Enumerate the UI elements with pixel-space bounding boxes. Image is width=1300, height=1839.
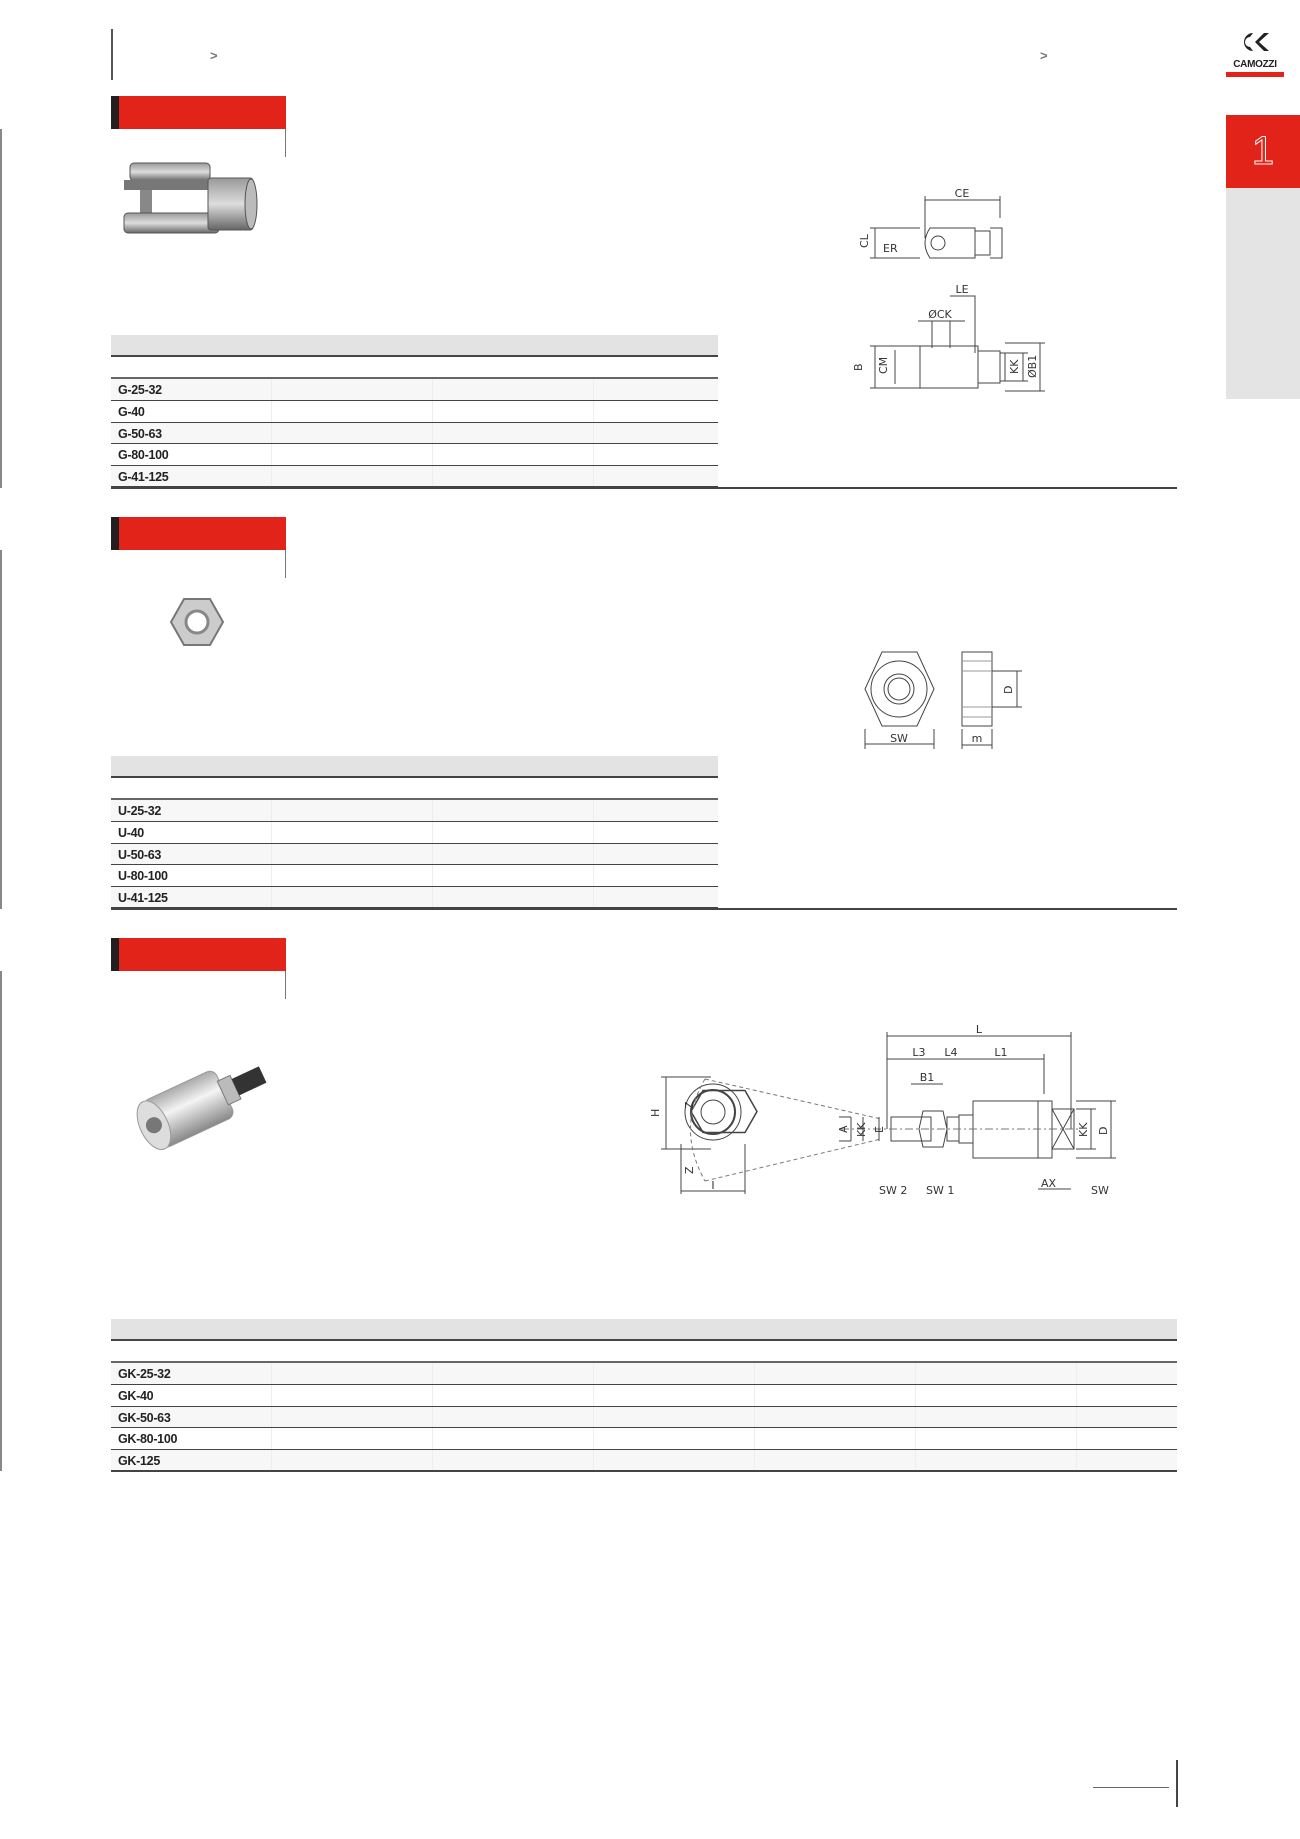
chapter-tab[interactable]: 1: [1226, 115, 1300, 188]
dim-label-ce: CE: [954, 187, 970, 200]
table-row: G-50-63: [111, 423, 718, 445]
dim-label-b1: B1: [919, 1071, 935, 1084]
self-aligning-rod-end-drawing: [651, 1009, 1121, 1204]
section-header-bar: [111, 96, 286, 129]
table-row: U-50-63: [111, 844, 718, 866]
dim-label-le: LE: [955, 283, 969, 296]
nut-drawing: [862, 649, 1032, 759]
section-left-rule: [0, 550, 2, 909]
table-row: GK-40: [111, 1385, 1177, 1407]
table-row: G-41-125: [111, 466, 718, 488]
table-header: [111, 756, 718, 778]
table-row: GK-80-100: [111, 1428, 1177, 1450]
dim-label-z-lower: Z: [683, 1166, 696, 1174]
table-row: U-25-32: [111, 800, 718, 822]
section-header-bar: [111, 938, 286, 971]
dim-label-ck: ØCK: [928, 308, 952, 321]
dim-label-sw: SW: [890, 732, 908, 745]
dim-label-d: D: [1002, 685, 1015, 694]
table-subheader: [111, 778, 718, 800]
dim-label-i: I: [711, 1179, 715, 1192]
dim-label-m: m: [971, 732, 983, 745]
dim-label-l1: L1: [994, 1046, 1008, 1059]
camozzi-logo: [1226, 30, 1284, 77]
dim-label-kk: KK: [855, 1122, 868, 1137]
footer-divider: [1176, 1760, 1178, 1807]
table-row: U-41-125: [111, 887, 718, 909]
breadcrumb-separator: >: [1040, 48, 1048, 63]
section-header-bar: [111, 517, 286, 550]
dim-label-z-upper: Z: [683, 1101, 696, 1109]
logo-text: CAMOZZI: [1233, 59, 1277, 70]
table-row: GK-25-32: [111, 1363, 1177, 1385]
self-aligning-rod-end-table: [111, 1319, 1177, 1472]
section-end-rule: [111, 908, 1177, 910]
table-row: G-80-100: [111, 444, 718, 466]
dim-label-er: ER: [883, 242, 898, 255]
table-row: G-40: [111, 401, 718, 423]
dim-label-e: E: [873, 1126, 886, 1133]
self-aligning-rod-end-photo: [117, 1044, 282, 1161]
section-header-divider: [285, 129, 286, 157]
dim-label-l3: L3: [912, 1046, 926, 1059]
dim-label-sw2: SW 2: [879, 1184, 908, 1197]
breadcrumb-separator: >: [210, 48, 218, 63]
logo-mark-icon: [1237, 30, 1273, 54]
dim-label-cm: CM: [877, 356, 890, 374]
nut-table: [111, 756, 718, 909]
dim-label-l: L: [975, 1023, 983, 1036]
footer-rule: [1093, 1787, 1169, 1788]
dim-label-ax: AX: [1041, 1177, 1057, 1190]
dim-label-a: A: [837, 1125, 850, 1133]
section-header-divider: [285, 550, 286, 578]
table-row: GK-50-63: [111, 1407, 1177, 1429]
rod-clevis-drawing: [850, 188, 1050, 408]
dim-label-l4: L4: [944, 1046, 958, 1059]
header-divider: [111, 29, 113, 80]
dim-label-kk-right: KK: [1077, 1122, 1090, 1137]
dim-label-b1: ØB1: [1026, 354, 1039, 378]
table-row: U-80-100: [111, 865, 718, 887]
table-row: U-40: [111, 822, 718, 844]
table-header: [111, 335, 718, 357]
rod-clevis-photo: [120, 158, 265, 253]
section-left-rule: [0, 971, 2, 1471]
section-header-divider: [285, 971, 286, 999]
table-header: [111, 1319, 1177, 1341]
table-row: G-25-32: [111, 379, 718, 401]
dim-label-b: B: [852, 363, 865, 371]
table-subheader: [111, 357, 718, 379]
dim-label-h: H: [649, 1108, 662, 1117]
nut-photo: [170, 596, 224, 653]
dim-label-cl: CL: [858, 234, 871, 248]
table-row: GK-125: [111, 1450, 1177, 1472]
table-subheader: [111, 1341, 1177, 1363]
dim-label-sw: SW: [1091, 1184, 1109, 1197]
dim-label-d: D: [1097, 1126, 1110, 1135]
rod-clevis-table: [111, 335, 718, 488]
logo-underline: [1226, 72, 1284, 77]
section-end-rule: [111, 487, 1177, 489]
dim-label-sw1: SW 1: [926, 1184, 955, 1197]
dim-label-kk: KK: [1008, 359, 1021, 374]
section-left-rule: [0, 129, 2, 488]
